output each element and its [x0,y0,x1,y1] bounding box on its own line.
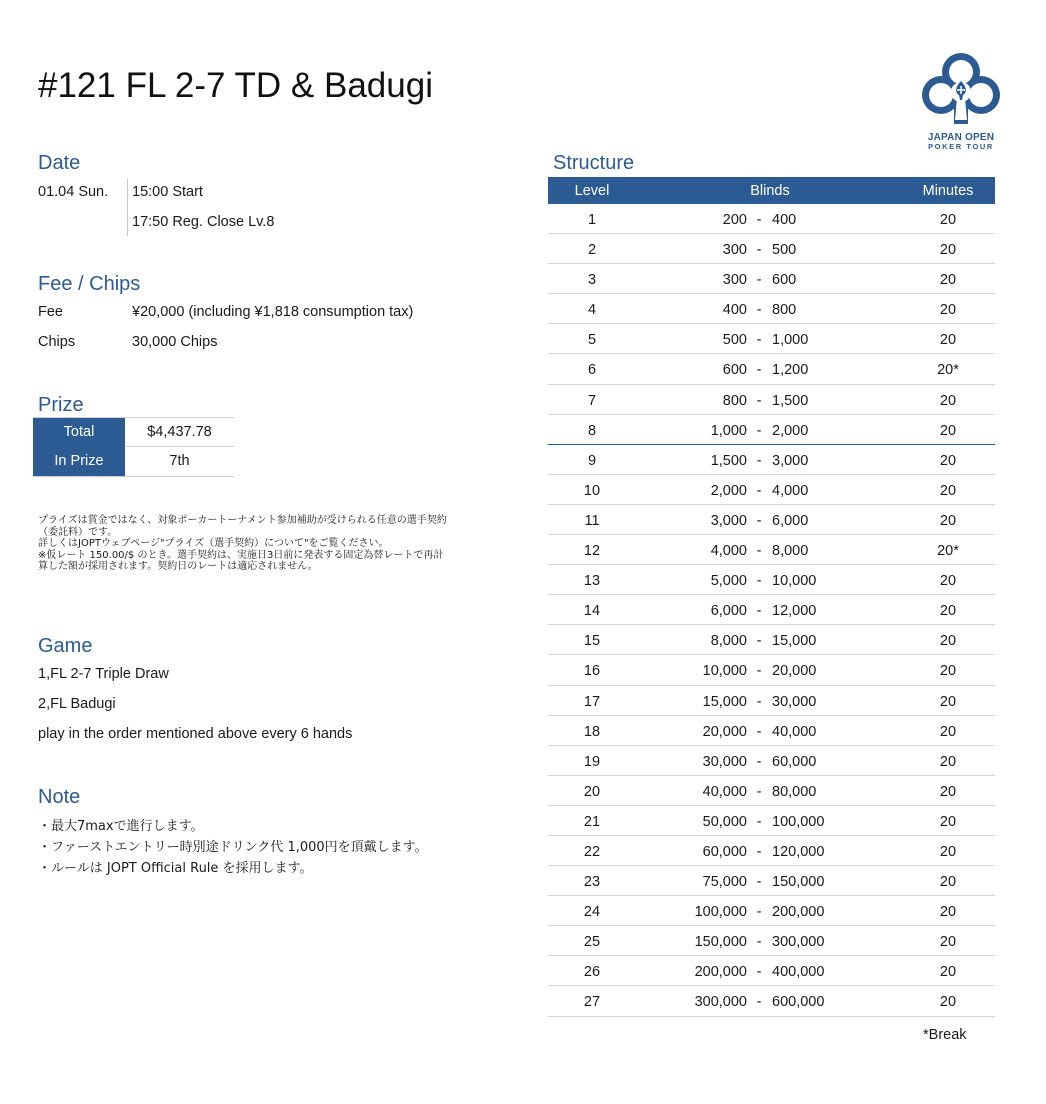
big-blind-cell: 500 [772,242,797,259]
level-cell: 4 [587,302,597,319]
minutes-cell: 20 [939,693,957,710]
level-cell: 16 [583,663,601,680]
small-blind-cell: 2,000 [710,482,747,499]
minutes-cell: 20 [939,272,957,289]
small-blind-cell: 75,000 [702,874,747,891]
blind-separator: - [756,813,762,830]
big-blind-cell: 8,000 [772,543,809,560]
blind-separator: - [756,482,762,499]
small-blind-cell: 50,000 [702,813,747,830]
prize-disclaimer-line: ※仮レート 150.00/$ のとき。選手契約は、実施日3日前に発表する固定為替レートで再計 [38,549,444,561]
blind-separator: - [756,573,762,590]
minutes-cell: 20 [939,994,957,1011]
level-cell: 3 [587,272,597,289]
level-cell: 5 [587,332,597,349]
structure-row [548,716,995,746]
blind-separator: - [756,362,762,379]
structure-row [548,385,995,415]
column-header-level: Level [574,183,610,199]
minutes-cell: 20 [939,212,957,228]
structure-row [548,234,995,264]
structure-row [548,746,995,776]
prize-inprize-value: 7th [169,453,190,469]
small-blind-cell: 20,000 [702,723,747,740]
page-title: #121 FL 2-7 TD & Badugi [38,66,433,105]
blind-separator: - [756,934,762,951]
big-blind-cell: 2,000 [772,422,809,439]
prize-disclaimer-line: プライズは賞金ではなく、対象ポーカートーナメント参加補助が受けられる任意の選手契約 [38,515,447,526]
big-blind-cell: 1,000 [772,332,809,349]
prize-total-row [33,417,234,447]
minutes-cell: 20 [939,512,957,529]
level-cell: 23 [583,874,601,891]
big-blind-cell: 300,000 [772,934,825,951]
minutes-cell: 20* [937,543,959,560]
structure-row [548,445,995,475]
structure-row [548,986,995,1016]
logo-text-line1: JAPAN OPEN [927,132,995,143]
big-blind-cell: 200,000 [772,904,825,921]
blind-separator: - [756,693,762,710]
big-blind-cell: 6,000 [772,512,809,529]
small-blind-cell: 500 [722,332,747,349]
clover-logo-icon [916,48,1006,132]
big-blind-cell: 400 [772,212,797,228]
blind-separator: - [756,212,762,228]
small-blind-cell: 1,000 [710,422,747,439]
column-header-minutes: Minutes [922,183,974,199]
minutes-cell: 20 [939,934,957,951]
structure-body [548,204,995,1017]
small-blind-cell: 300 [722,242,747,259]
game-heading: Game [38,635,93,657]
blind-separator: - [756,904,762,921]
blind-separator: - [756,723,762,740]
small-blind-cell: 300,000 [694,994,747,1011]
structure-row [548,686,995,716]
small-blind-cell: 200 [722,212,747,228]
level-cell: 1 [587,212,597,228]
minutes-cell: 20 [939,874,957,891]
minutes-cell: 20 [939,813,957,830]
blind-separator: - [756,874,762,891]
level-cell: 17 [583,693,601,710]
column-header-blinds: Blinds [750,183,790,199]
level-cell: 10 [583,482,601,499]
big-blind-cell: 60,000 [772,753,817,770]
minutes-cell: 20 [939,242,957,259]
blind-separator: - [756,452,762,469]
small-blind-cell: 30,000 [702,753,747,770]
big-blind-cell: 100,000 [772,813,825,830]
level-cell: 11 [584,512,600,529]
blind-separator: - [756,663,762,680]
level-cell: 20 [583,783,601,800]
small-blind-cell: 600 [722,362,747,379]
minutes-cell: 20 [939,753,957,770]
blind-separator: - [756,843,762,860]
structure-row [548,956,995,986]
blind-separator: - [756,994,762,1011]
note-line: ・ルールは JOPT Official Rule を採用します。 [38,861,313,876]
minutes-cell: 20 [939,482,957,499]
blind-separator: - [756,964,762,981]
big-blind-cell: 800 [772,302,797,319]
blind-separator: - [756,512,762,529]
big-blind-cell: 150,000 [772,874,825,891]
big-blind-cell: 80,000 [772,783,817,800]
break-legend: *Break [923,1027,967,1043]
level-cell: 14 [583,603,601,620]
small-blind-cell: 10,000 [702,663,747,680]
date-divider [127,178,128,236]
minutes-cell: 20 [939,332,957,349]
structure-row [548,836,995,866]
prize-disclaimer [38,515,447,573]
blind-separator: - [756,332,762,349]
level-cell: 8 [587,422,597,439]
small-blind-cell: 800 [722,392,747,409]
minutes-cell: 20 [939,573,957,590]
blind-separator: - [756,242,762,259]
small-blind-cell: 200,000 [694,964,747,981]
big-blind-cell: 1,500 [772,392,809,409]
game-rotation-note: play in the order mentioned above every 6 hands [38,726,353,742]
big-blind-cell: 600 [772,272,797,289]
structure-row [548,324,995,354]
blind-separator: - [756,633,762,650]
small-blind-cell: 100,000 [694,904,747,921]
blind-separator: - [756,783,762,800]
fee-label: Fee [38,304,63,320]
minutes-cell: 20 [939,964,957,981]
small-blind-cell: 1,500 [710,452,747,469]
prize-total-value: $4,437.78 [147,424,212,440]
minutes-cell: 20 [939,904,957,921]
structure-table [548,177,995,1017]
structure-row [548,535,995,565]
level-cell: 21 [583,813,601,830]
level-cell: 19 [583,753,601,770]
fee-value: ¥20,000 (including ¥1,818 consumption tax) [132,304,414,320]
big-blind-cell: 20,000 [772,663,817,680]
level-cell: 2 [587,242,597,259]
minutes-cell: 20 [939,422,957,439]
blind-separator: - [756,603,762,620]
prize-inprize-label: In Prize [33,447,125,476]
small-blind-cell: 15,000 [702,693,747,710]
level-cell: 6 [587,362,597,379]
minutes-cell: 20 [939,843,957,860]
minutes-cell: 20 [939,452,957,469]
jopt-logo [916,48,1006,152]
minutes-cell: 20 [939,663,957,680]
prize-disclaimer-line: 算した額が採用されます。契約日のレートは適応されません。 [38,561,318,572]
structure-row [548,595,995,625]
note-heading: Note [38,786,81,808]
blind-separator: - [756,543,762,560]
big-blind-cell: 10,000 [772,573,817,590]
level-cell: 12 [583,543,601,560]
minutes-cell: 20 [939,603,957,620]
structure-row [548,354,995,384]
chips-label: Chips [38,334,76,350]
structure-row [548,264,995,294]
structure-heading: Structure [553,152,635,174]
note-line: ・最大7maxで進行します。 [38,819,204,834]
date-reg-close: 17:50 Reg. Close Lv.8 [132,214,275,230]
big-blind-cell: 15,000 [772,633,817,650]
structure-row [548,294,995,324]
structure-row [548,625,995,655]
small-blind-cell: 400 [722,302,747,319]
level-cell: 22 [583,843,601,860]
prize-disclaimer-line: 詳しくはJOPTウェブページ"プライズ（選手契約）について"をご覧ください。 [38,538,389,549]
note-line: ・ファーストエントリー時別途ドリンク代 1,000円を頂戴します。 [38,840,428,855]
structure-row [548,505,995,535]
small-blind-cell: 150,000 [694,934,747,951]
level-cell: 9 [587,452,597,469]
minutes-cell: 20 [939,633,957,650]
date-day: 01.04 Sun. [38,184,109,200]
level-cell: 26 [583,964,601,981]
date-heading: Date [38,152,81,174]
minutes-cell: 20* [937,362,959,379]
big-blind-cell: 12,000 [772,603,817,620]
big-blind-cell: 1,200 [772,362,809,379]
structure-row [548,415,995,445]
small-blind-cell: 60,000 [702,843,747,860]
structure-row [548,475,995,505]
structure-row [548,896,995,926]
level-cell: 27 [583,994,601,1011]
structure-row [548,565,995,595]
big-blind-cell: 600,000 [772,994,825,1011]
small-blind-cell: 300 [722,272,747,289]
big-blind-cell: 3,000 [772,452,809,469]
fee-heading: Fee / Chips [38,273,141,295]
blind-separator: - [756,272,762,289]
level-cell: 25 [583,934,601,951]
game-line-2: 2,FL Badugi [38,696,116,712]
blind-separator: - [756,302,762,319]
structure-row [548,926,995,956]
blind-separator: - [756,392,762,409]
level-cell: 13 [583,573,601,590]
small-blind-cell: 6,000 [710,603,747,620]
minutes-cell: 20 [939,723,957,740]
big-blind-cell: 40,000 [772,723,817,740]
structure-row [548,655,995,685]
big-blind-cell: 30,000 [772,693,817,710]
small-blind-cell: 3,000 [710,512,747,529]
blind-separator: - [756,753,762,770]
game-line-1: 1,FL 2-7 Triple Draw [38,666,169,682]
level-cell: 24 [583,904,601,921]
structure-row [548,776,995,806]
big-blind-cell: 4,000 [772,482,809,499]
logo-text-line2: POKER TOUR [928,142,994,151]
structure-row [548,204,995,234]
level-cell: 18 [583,723,601,740]
structure-header-row [548,177,995,204]
big-blind-cell: 400,000 [772,964,825,981]
big-blind-cell: 120,000 [772,843,825,860]
prize-inprize-row [33,447,234,477]
small-blind-cell: 40,000 [702,783,747,800]
small-blind-cell: 5,000 [710,573,747,590]
structure-row [548,866,995,896]
prize-heading: Prize [38,394,84,416]
small-blind-cell: 8,000 [710,633,747,650]
minutes-cell: 20 [939,783,957,800]
prize-disclaimer-line: （委託料）です。 [38,526,118,538]
minutes-cell: 20 [939,302,957,319]
small-blind-cell: 4,000 [710,543,747,560]
prize-total-label: Total [33,418,125,447]
date-start: 15:00 Start [132,184,203,200]
structure-row [548,806,995,836]
minutes-cell: 20 [939,392,957,409]
level-cell: 7 [587,392,597,409]
blind-separator: - [756,422,762,439]
chips-value: 30,000 Chips [132,334,218,350]
level-cell: 15 [583,633,601,650]
